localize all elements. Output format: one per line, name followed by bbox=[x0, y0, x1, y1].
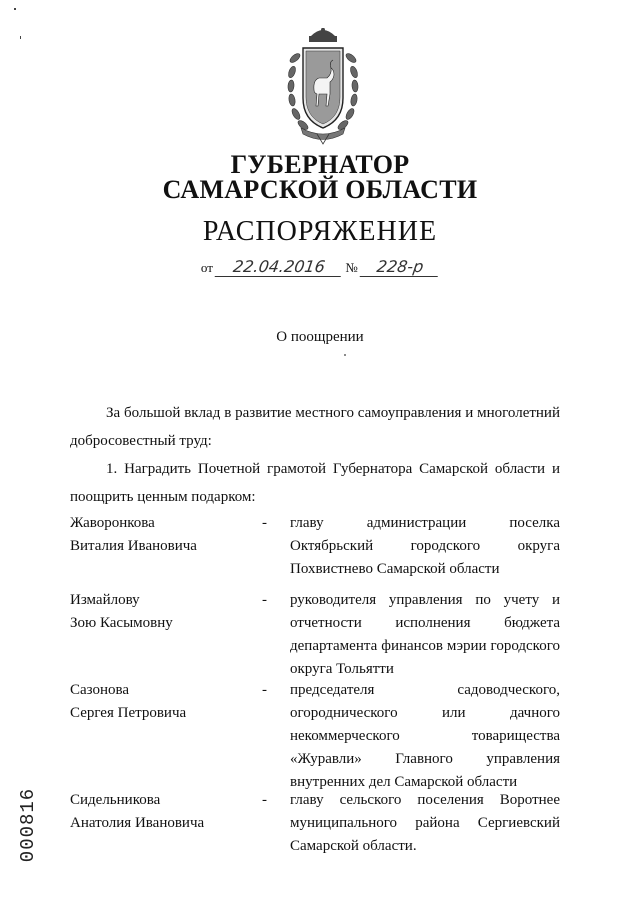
scan-speck bbox=[14, 8, 16, 10]
awardee-given-names: Анатолия Ивановича bbox=[70, 815, 205, 831]
issuer-title-line2: САМАРСКОЙ ОБЛАСТИ bbox=[162, 175, 478, 204]
serial-number: 000816 bbox=[17, 787, 39, 863]
handwritten-date: 22.04.2016 bbox=[215, 258, 344, 277]
dash-separator: - bbox=[262, 515, 267, 531]
issuer-title-line1: ГУБЕРНАТОР bbox=[230, 150, 410, 179]
awardee-position: руководителя управления по учету и отчетности исполнения бюджета департамента финансов мэрии городского округа Тольятти bbox=[290, 592, 560, 677]
awardee-surname: Измайлову bbox=[70, 592, 140, 608]
awardee-position: главу администрации поселка Октябрьский городского округа Похвистнево Самарской области bbox=[290, 515, 560, 577]
document-type-heading: РАСПОРЯЖЕНИЕ bbox=[202, 216, 438, 247]
awardee-position: председателя садоводческого, огороднического или дачного некоммерческого товарищества «Журавли» Главного управления внутренних дел Самарской области bbox=[290, 682, 560, 790]
order-clause-1: 1. Наградить Почетной грамотой Губернатора Самарской области и поощрить ценным подарком: bbox=[70, 461, 560, 505]
awardee-position: главу сельского поселения Воротнее муниципального района Сергиевский Самарской области. bbox=[290, 792, 560, 854]
awardee-surname: Жаворонкова bbox=[70, 515, 155, 531]
coat-of-arms-emblem bbox=[283, 28, 363, 146]
awardee-name bbox=[70, 512, 250, 558]
awardee-given-names: Зою Касымовну bbox=[70, 615, 173, 631]
scan-speck bbox=[344, 354, 346, 356]
awardee-given-names: Сергея Петровича bbox=[70, 705, 187, 721]
awardee-name bbox=[70, 589, 250, 635]
preamble-paragraph: За большой вклад в развитие местного самоуправления и многолетний добросовестный труд: bbox=[70, 405, 560, 449]
scan-speck bbox=[20, 36, 21, 39]
awardee-surname: Сидельникова bbox=[70, 792, 161, 808]
handwritten-number: 228-р bbox=[360, 258, 441, 277]
from-label: от bbox=[200, 260, 213, 275]
number-label: № bbox=[345, 260, 358, 275]
dash-separator: - bbox=[262, 592, 267, 608]
awardee-name bbox=[70, 679, 250, 725]
awardee-name bbox=[70, 789, 250, 835]
date-number-line bbox=[0, 258, 640, 288]
dash-separator: - bbox=[262, 682, 267, 698]
awardee-surname: Сазонова bbox=[70, 682, 130, 698]
serial-number-stamp bbox=[8, 780, 48, 870]
document-subject: О поощрении bbox=[276, 329, 364, 345]
dash-separator: - bbox=[262, 792, 267, 808]
awardee-given-names: Виталия Ивановича bbox=[70, 538, 197, 554]
